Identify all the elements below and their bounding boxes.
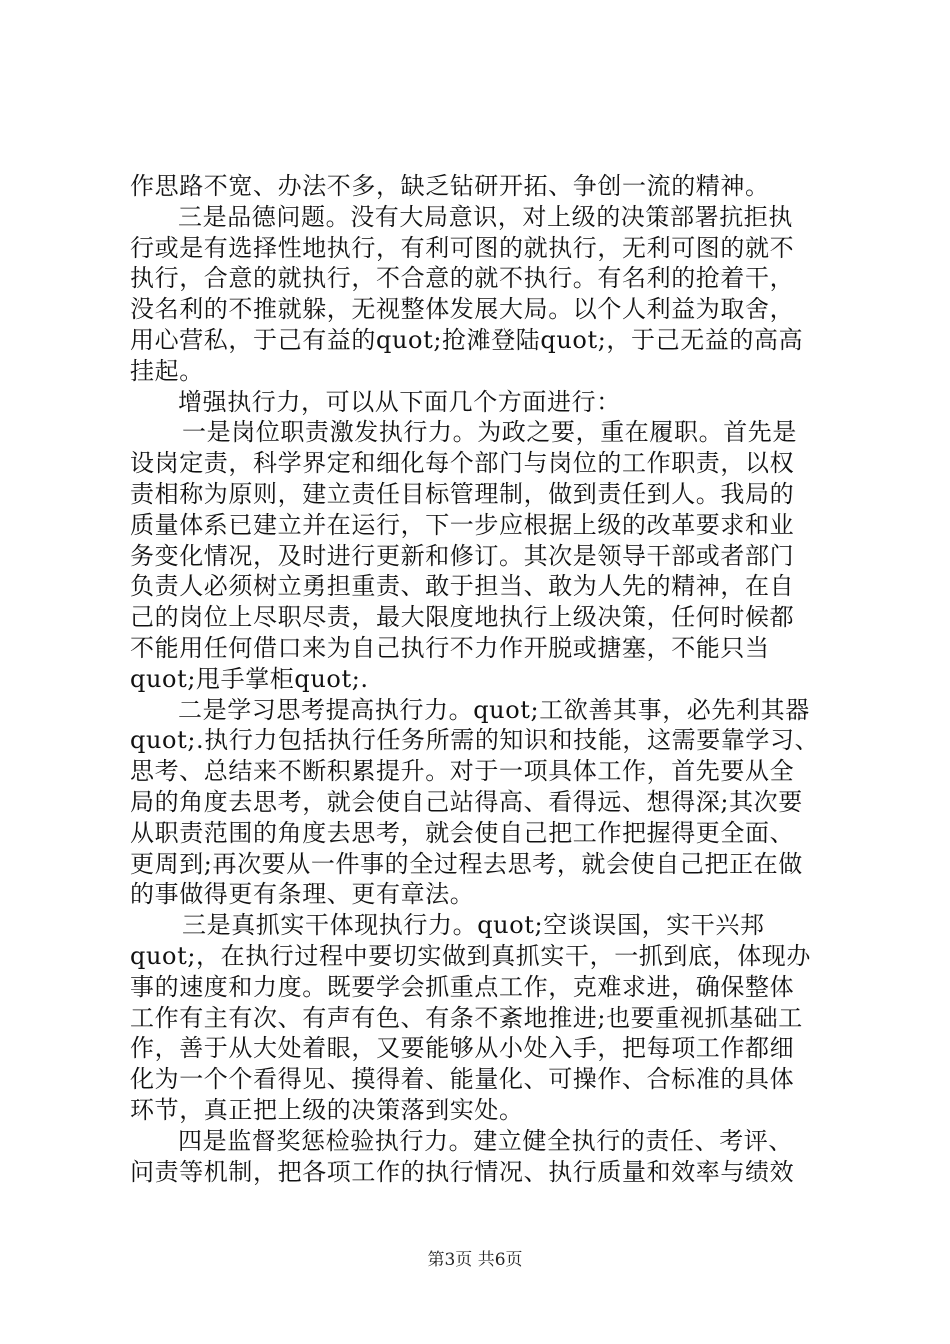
text-line: quot;，在执行过程中要切实做到真抓实干，一抓到底，体现办 bbox=[130, 941, 811, 970]
text-line: 事的速度和力度。既要学会抓重点工作，克难求进，确保整体 bbox=[130, 972, 795, 1001]
text-line: 作，善于从大处着眼，又要能够从小处入手，把每项工作都细 bbox=[130, 1034, 795, 1063]
document-body bbox=[130, 171, 850, 1187]
text-line: 负责人必须树立勇担重责、敢于担当、敢为人先的精神，在自 bbox=[130, 572, 795, 601]
text-line: 挂起。 bbox=[130, 356, 204, 385]
text-line: 思考、总结来不断积累提升。对于一项具体工作，首先要从全 bbox=[130, 757, 795, 786]
text-line: 一是岗位职责激发执行力。为政之要，重在履职。首先是 bbox=[182, 418, 797, 447]
text-line: 己的岗位上尽职尽责，最大限度地执行上级决策，任何时候都 bbox=[130, 603, 795, 632]
text-line: 问责等机制，把各项工作的执行情况、执行质量和效率与绩效 bbox=[130, 1157, 795, 1186]
text-line: 行或是有选择性地执行，有利可图的就执行，无利可图的就不 bbox=[130, 233, 795, 262]
text-line: 的事做得更有条理、更有章法。 bbox=[130, 880, 475, 909]
text-line: 三是品德问题。没有大局意识，对上级的决策部署抗拒执 bbox=[178, 202, 793, 231]
text-line: 四是监督奖惩检验执行力。建立健全执行的责任、考评、 bbox=[178, 1126, 793, 1155]
text-line: 三是真抓实干体现执行力。quot;空谈误国，实干兴邦 bbox=[182, 911, 765, 940]
text-line: 质量体系已建立并在运行，下一步应根据上级的改革要求和业 bbox=[130, 510, 795, 539]
text-line: 务变化情况，及时进行更新和修订。其次是领导干部或者部门 bbox=[130, 541, 795, 570]
page-number-footer: 第3页 共6页 bbox=[427, 1250, 523, 1270]
text-line: 增强执行力，可以从下面几个方面进行： bbox=[178, 387, 621, 416]
text-line: 更周到;再次要从一件事的全过程去思考，就会使自己把正在做 bbox=[130, 849, 803, 878]
text-line: 工作有主有次、有声有色、有条不紊地推进;也要重视抓基础工 bbox=[130, 1003, 803, 1032]
text-line: 不能用任何借口来为自己执行不力作开脱或搪塞，不能只当 bbox=[130, 633, 770, 662]
text-line: 从职责范围的角度去思考，就会使自己把工作把握得更全面、 bbox=[130, 818, 795, 847]
text-line: quot;.执行力包括执行任务所需的知识和技能，这需要靠学习、 bbox=[130, 726, 820, 755]
text-line: 作思路不宽、办法不多，缺乏钻研开拓、争创一流的精神。 bbox=[130, 172, 770, 200]
text-line: 设岗定责，科学界定和细化每个部门与岗位的工作职责，以权 bbox=[130, 449, 795, 478]
text-line: 化为一个个看得见、摸得着、能量化、可操作、合标准的具体 bbox=[130, 1065, 795, 1094]
text-line: 没名利的不推就躲，无视整体发展大局。以个人利益为取舍， bbox=[130, 295, 795, 324]
text-line: 责相称为原则，建立责任目标管理制，做到责任到人。我局的 bbox=[130, 479, 795, 508]
text-line: 用心营私，于己有益的quot;抢滩登陆quot;，于己无益的高高 bbox=[130, 325, 804, 354]
text-line: 局的角度去思考，就会使自己站得高、看得远、想得深;其次要 bbox=[130, 787, 803, 816]
text-line: 执行，合意的就执行，不合意的就不执行。有名利的抢着干， bbox=[130, 264, 795, 293]
text-line: 环节，真正把上级的决策落到实处。 bbox=[130, 1095, 524, 1124]
text-line: 二是学习思考提高执行力。quot;工欲善其事，必先利其器 bbox=[178, 695, 810, 724]
text-line: quot;甩手掌柜quot;. bbox=[130, 664, 369, 693]
